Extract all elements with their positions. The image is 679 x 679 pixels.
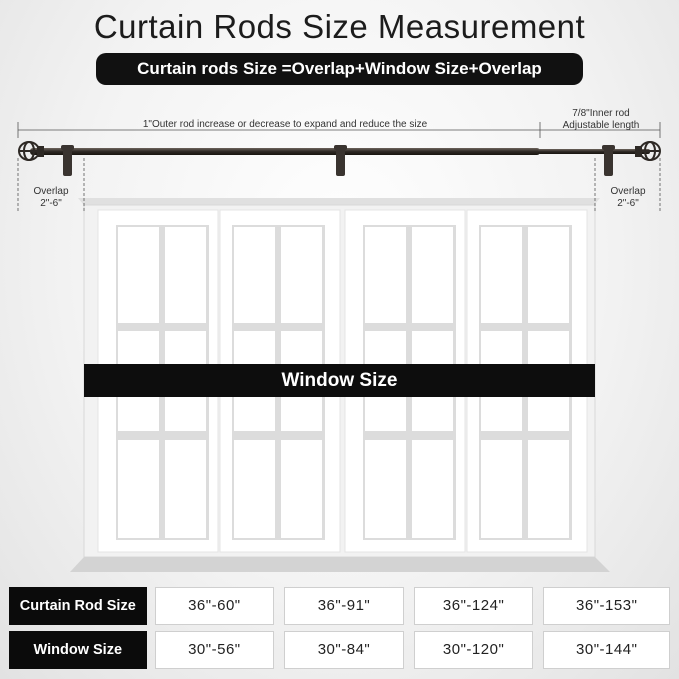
finial-right-icon	[636, 142, 660, 160]
overlap-right-label	[597, 186, 659, 210]
bracket-right	[602, 145, 615, 176]
outer-rod-label: 1"Outer rod increase or decrease to expand and reduce the size	[142, 119, 428, 130]
overlap-left-title: Overlap	[33, 186, 69, 197]
formula-banner: Curtain rods Size =Overlap+Window Size+Overlap	[96, 53, 583, 85]
inner-rod-label-line1: 7/8"Inner rod	[572, 108, 630, 119]
overlap-left-label	[20, 186, 82, 210]
table-cell: 30"-120"	[414, 631, 534, 669]
table-row	[9, 631, 670, 669]
table-cell: 30"-144"	[543, 631, 670, 669]
table-row	[9, 587, 670, 625]
overlap-left-range: 2"-6"	[40, 198, 62, 209]
table-cell: 30"-56"	[155, 631, 275, 669]
table-cell: 30"-84"	[284, 631, 404, 669]
table-cell: 36"-153"	[543, 587, 670, 625]
size-table	[9, 587, 670, 675]
finial-left-icon	[19, 142, 43, 160]
overlap-right-range: 2"-6"	[617, 198, 639, 209]
row-header: Window Size	[9, 631, 147, 669]
bracket-center	[334, 145, 347, 176]
inner-rod-label	[543, 108, 659, 132]
table-cell: 36"-60"	[155, 587, 275, 625]
table-cell: 36"-124"	[414, 587, 534, 625]
window-size-band: Window Size	[84, 364, 595, 397]
page-title: Curtain Rods Size Measurement	[93, 8, 586, 45]
overlap-right-title: Overlap	[610, 186, 646, 197]
curtain-rod	[19, 142, 660, 176]
table-cell: 36"-91"	[284, 587, 404, 625]
bracket-left	[61, 145, 74, 176]
inner-rod-label-line2: Adjustable length	[562, 120, 640, 131]
row-header: Curtain Rod Size	[9, 587, 147, 625]
